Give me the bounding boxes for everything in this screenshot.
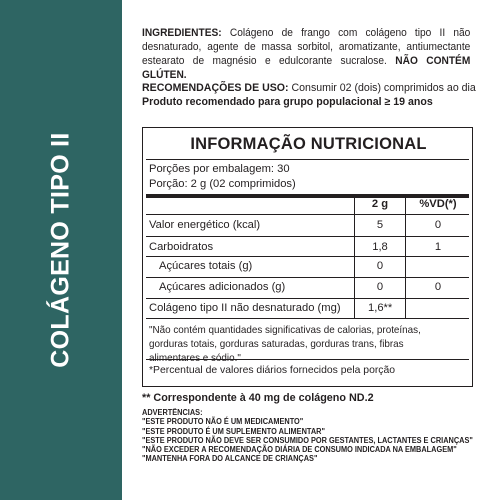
nutrient-amount: 0 bbox=[376, 260, 384, 272]
collagen-correspondence: ** Correspondente à 40 mg de colágeno ND.2 bbox=[142, 392, 374, 404]
usage-recommendation bbox=[142, 81, 487, 109]
nutrient-label: Colágeno tipo II não desnaturado (mg) bbox=[149, 302, 341, 314]
warnings-title: ADVERTÊNCIAS: bbox=[142, 408, 203, 417]
usage-label: RECOMENDAÇÕES DE USO: bbox=[142, 82, 289, 94]
ingredients-paragraph bbox=[142, 26, 470, 82]
nutrient-dv: 1 bbox=[434, 241, 442, 253]
usage-text: Consumir 02 (dois) comprimidos ao dia bbox=[288, 82, 476, 94]
side-band bbox=[0, 0, 122, 500]
nutrient-label: Açúcares totais (g) bbox=[159, 260, 253, 272]
warning-item: "NÃO EXCEDER A RECOMENDAÇÃO DIÁRIA DE CONSUMO INDICADA NA EMBALAGEM" bbox=[142, 445, 457, 455]
serving-size: Porção: 2 g (02 comprimidos) bbox=[149, 178, 296, 190]
gluten-statement: NÃO CONTÉM GLÚTEN. bbox=[142, 55, 471, 81]
table-row bbox=[143, 216, 474, 236]
divider bbox=[146, 159, 469, 160]
divider bbox=[146, 318, 469, 319]
divider bbox=[146, 359, 469, 360]
column-header-amount: 2 g bbox=[371, 198, 389, 210]
divider bbox=[146, 214, 469, 215]
nutrition-facts-table bbox=[142, 127, 473, 387]
ingredients-label: INGREDIENTES: bbox=[142, 27, 222, 39]
table-row bbox=[143, 299, 474, 319]
nutrition-title: INFORMAÇÃO NUTRICIONAL bbox=[190, 135, 427, 153]
warning-item: "ESTE PRODUTO É UM SUPLEMENTO ALIMENTAR" bbox=[142, 426, 325, 436]
table-row bbox=[143, 238, 474, 258]
nutrient-label: Valor energético (kcal) bbox=[149, 219, 261, 231]
insignificant-amounts-note: "Não contém quantidades significativas de calorias, proteínas, gorduras totais, gorduras saturadas, gorduras trans, fibras bbox=[149, 325, 421, 350]
nutrient-amount: 1,8 bbox=[372, 241, 388, 253]
divider bbox=[146, 236, 469, 237]
warning-item: "ESTE PRODUTO NÃO É UM MEDICAMENTO" bbox=[142, 417, 304, 427]
table-row bbox=[143, 278, 474, 298]
nutrient-label: Carboidratos bbox=[149, 241, 214, 253]
ingredients-text: Colágeno de frango com colágeno tipo II não desnaturado, agente de massa sorbitol, aromatizante, antiumectante estearato de magnésio e edulcorante sucralose. bbox=[142, 27, 471, 67]
product-name-vertical: COLÁGENO TIPO II bbox=[46, 132, 75, 368]
nutrient-amount: 0 bbox=[376, 281, 384, 293]
target-population: Produto recomendado para grupo populacional ≥ 19 anos bbox=[142, 96, 433, 108]
nutrient-dv: 0 bbox=[434, 219, 442, 231]
daily-value-note: *Percentual de valores diários fornecidos pela porção bbox=[149, 365, 396, 376]
column-header-dv: %VD(*) bbox=[419, 198, 457, 210]
label-content bbox=[142, 0, 488, 500]
warning-item: "ESTE PRODUTO NÃO DEVE SER CONSUMIDO POR GESTANTES, LACTANTES E CRIANÇAS" bbox=[142, 435, 473, 445]
nutrient-amount: 1,6** bbox=[368, 302, 393, 314]
nutrient-dv: 0 bbox=[434, 281, 442, 293]
nutrient-amount: 5 bbox=[376, 219, 384, 231]
servings-per-pack: Porções por embalagem: 30 bbox=[149, 163, 290, 175]
table-row bbox=[143, 257, 474, 277]
warnings-block bbox=[142, 408, 473, 464]
nutrient-label: Açúcares adicionados (g) bbox=[159, 281, 286, 293]
warning-item: "MANTENHA FORA DO ALCANCE DE CRIANÇAS" bbox=[142, 454, 318, 464]
